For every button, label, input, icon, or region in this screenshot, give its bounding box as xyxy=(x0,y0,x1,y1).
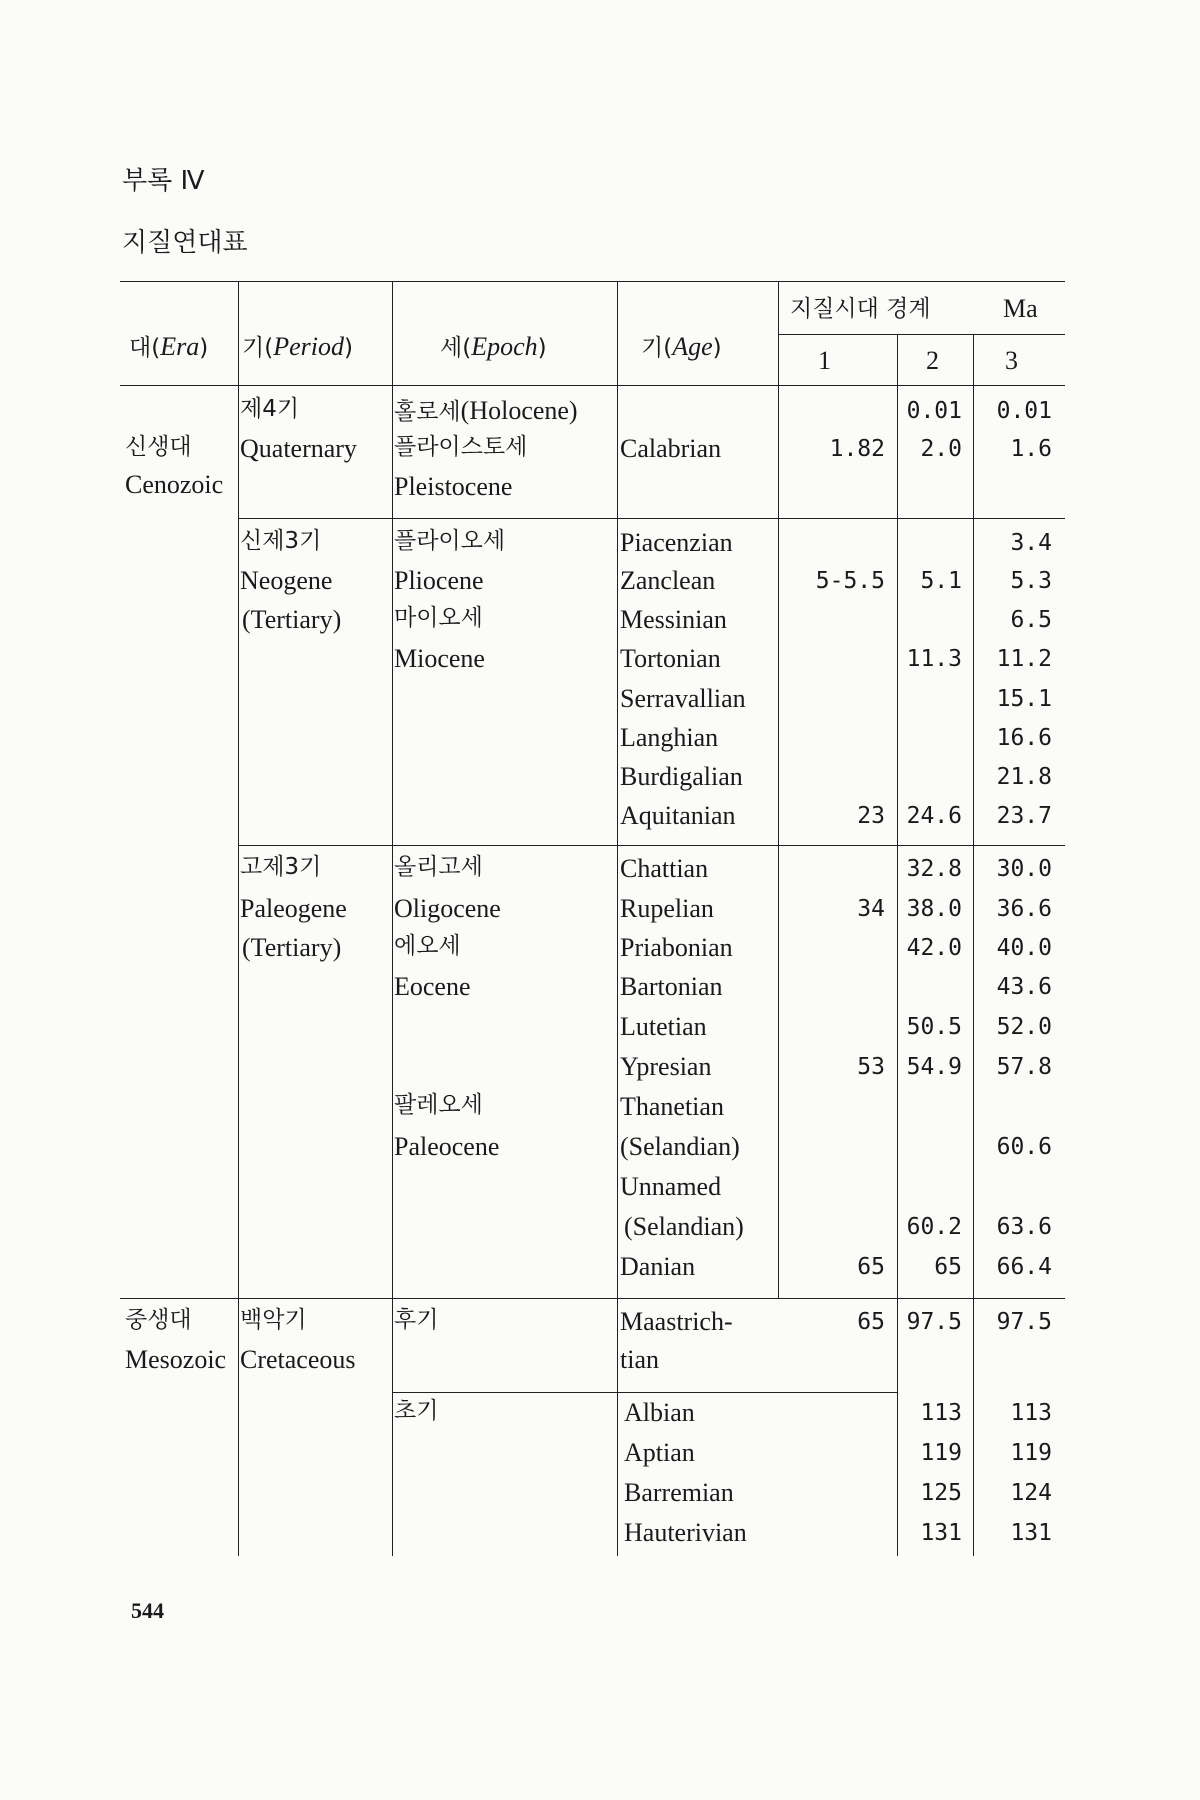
period-neogene-en: Neogene xyxy=(240,566,333,595)
period-quaternary-en: Quaternary xyxy=(240,434,357,463)
boundary-value-2: 97.5 xyxy=(906,1309,962,1335)
epoch-paleocene-ko: 팔레오세 xyxy=(394,1092,483,1118)
boundary-value-3: 66.4 xyxy=(996,1254,1052,1280)
source-2-header: 2 xyxy=(926,346,939,375)
era-mesozoic-en: Mesozoic xyxy=(125,1345,227,1374)
boundary-value-2: 131 xyxy=(920,1520,962,1546)
age-name: Albian xyxy=(624,1398,695,1427)
period-neogene-ko: 신제3기 xyxy=(240,528,322,554)
boundary-value-2: 32.8 xyxy=(906,856,962,882)
age-name: Lutetian xyxy=(620,1012,707,1041)
epoch-pliocene-en: Pliocene xyxy=(394,566,484,595)
era-cenozoic-en: Cenozoic xyxy=(125,470,224,499)
boundary-header: 지질시대 경계 xyxy=(790,296,931,322)
age-name: Priabonian xyxy=(620,933,733,962)
header-bottom-rule xyxy=(120,385,1065,386)
age-name: Chattian xyxy=(620,854,709,883)
period-column-divider xyxy=(392,281,393,1556)
boundary-value-2: 2.0 xyxy=(920,436,962,462)
boundary-value-1: 65 xyxy=(857,1309,885,1335)
boundary-value-2: 125 xyxy=(920,1480,962,1506)
age-column-divider xyxy=(778,281,779,1298)
source-3-header: 3 xyxy=(1005,346,1018,375)
period-paleogene-en: Paleogene xyxy=(240,894,347,923)
age-name: Bartonian xyxy=(620,972,723,1001)
age-name: Ypresian xyxy=(620,1052,712,1081)
epoch-oligocene-en: Oligocene xyxy=(394,894,501,923)
boundary-value-3: 57.8 xyxy=(996,1054,1052,1080)
boundary-value-3: 3.4 xyxy=(1010,530,1052,556)
boundary-value-2: 119 xyxy=(920,1440,962,1466)
boundary-value-1: 34 xyxy=(857,896,885,922)
boundary-value-3: 21.8 xyxy=(996,764,1052,790)
boundary-value-2: 113 xyxy=(920,1400,962,1426)
epoch-miocene-en: Miocene xyxy=(394,644,485,673)
boundary-value-2: 0.01 xyxy=(906,398,962,424)
boundary-value-3: 1.6 xyxy=(1010,436,1052,462)
boundary-value-3: 43.6 xyxy=(996,974,1052,1000)
epoch-miocene-ko: 마이오세 xyxy=(394,605,483,631)
boundary-value-3: 6.5 xyxy=(1010,607,1052,633)
period-neogene-sub: (Tertiary) xyxy=(242,605,342,634)
epoch-early-cretaceous: 초기 xyxy=(394,1398,439,1424)
boundary-value-1: 1.82 xyxy=(829,436,885,462)
age-name: Danian xyxy=(620,1252,696,1281)
ma-header: Ma xyxy=(1003,294,1038,323)
boundary-value-3: 52.0 xyxy=(996,1014,1052,1040)
boundary-value-3: 11.2 xyxy=(996,646,1052,672)
epoch-oligocene-ko: 올리고세 xyxy=(394,854,483,880)
boundary-value-3: 113 xyxy=(1010,1400,1052,1426)
period-paleogene-sub: (Tertiary) xyxy=(242,933,342,962)
boundary-value-3: 36.6 xyxy=(996,896,1052,922)
boundary-value-3: 124 xyxy=(1010,1480,1052,1506)
epoch-holocene: 홀로세(Holocene) xyxy=(394,396,578,425)
age-name: Barremian xyxy=(624,1478,734,1507)
boundary-value-1: 5-5.5 xyxy=(815,568,885,594)
source-1-header: 1 xyxy=(818,346,831,375)
boundary-value-3: 131 xyxy=(1010,1520,1052,1546)
boundary-value-2: 24.6 xyxy=(906,803,962,829)
age-name: (Selandian) xyxy=(620,1132,740,1161)
age-name: Tortonian xyxy=(620,644,721,673)
boundary-value-3: 40.0 xyxy=(996,935,1052,961)
period-quaternary-ko: 제4기 xyxy=(240,396,300,422)
boundary-value-3: 119 xyxy=(1010,1440,1052,1466)
era-cenozoic-ko: 신생대 xyxy=(125,434,192,460)
quaternary-bottom-rule xyxy=(238,518,1065,519)
age-name: Thanetian xyxy=(620,1092,724,1121)
period-header: 기(Period) xyxy=(242,332,353,361)
epoch-pleistocene-en: Pleistocene xyxy=(394,472,513,501)
boundary-value-3: 16.6 xyxy=(996,725,1052,751)
epoch-late-cretaceous: 후기 xyxy=(394,1307,439,1333)
boundary-subheader-rule xyxy=(778,334,1065,335)
boundary-value-2: 11.3 xyxy=(906,646,962,672)
boundary-value-1: 23 xyxy=(857,803,885,829)
page-number: 544 xyxy=(131,1598,164,1623)
boundary-value-3: 60.6 xyxy=(996,1134,1052,1160)
boundary-value-1: 65 xyxy=(857,1254,885,1280)
boundary-value-3: 23.7 xyxy=(996,803,1052,829)
age-name: Serravallian xyxy=(620,684,746,713)
epoch-eocene-en: Eocene xyxy=(394,972,471,1001)
age-name: Maastrich- xyxy=(620,1307,733,1336)
era-column-divider xyxy=(238,281,239,1556)
era-header: 대(Era) xyxy=(129,332,209,361)
boundary-value-3: 63.6 xyxy=(996,1214,1052,1240)
table-top-rule xyxy=(120,281,1065,282)
age-name: Burdigalian xyxy=(620,762,743,791)
age-name: tian xyxy=(620,1345,659,1374)
period-cretaceous-ko: 백악기 xyxy=(240,1307,307,1333)
age-name: Langhian xyxy=(620,723,719,752)
ma-col1-divider xyxy=(897,334,898,1556)
age-name: Aquitanian xyxy=(620,801,736,830)
boundary-value-2: 50.5 xyxy=(906,1014,962,1040)
age-name: Aptian xyxy=(624,1438,695,1467)
epoch-paleocene-en: Paleocene xyxy=(394,1132,500,1161)
age-name: Hauterivian xyxy=(624,1518,747,1547)
epoch-column-divider xyxy=(617,281,618,1556)
period-cretaceous-en: Cretaceous xyxy=(240,1345,356,1374)
neogene-bottom-rule xyxy=(238,845,1065,846)
boundary-value-3: 0.01 xyxy=(996,398,1052,424)
boundary-value-2: 54.9 xyxy=(906,1054,962,1080)
boundary-value-3: 97.5 xyxy=(996,1309,1052,1335)
boundary-value-1: 53 xyxy=(857,1054,885,1080)
epoch-eocene-ko: 에오세 xyxy=(394,933,461,959)
epoch-pleistocene-ko: 플라이스토세 xyxy=(394,434,528,460)
boundary-value-3: 15.1 xyxy=(996,686,1052,712)
age-name: Zanclean xyxy=(620,566,716,595)
age-name: (Selandian) xyxy=(624,1212,744,1241)
period-paleogene-ko: 고제3기 xyxy=(240,854,322,880)
boundary-value-2: 60.2 xyxy=(906,1214,962,1240)
era-mesozoic-ko: 중생대 xyxy=(125,1307,192,1333)
ma-col2-divider xyxy=(973,334,974,1556)
age-name: Rupelian xyxy=(620,894,714,923)
age-header: 기(Age) xyxy=(641,332,722,361)
boundary-value-2: 65 xyxy=(934,1254,962,1280)
boundary-value-3: 30.0 xyxy=(996,856,1052,882)
age-name: Piacenzian xyxy=(620,528,733,557)
page-title: 지질연대표 xyxy=(122,228,248,258)
appendix-label: 부록 Ⅳ xyxy=(122,166,205,196)
late-cretaceous-bottom-rule xyxy=(392,1392,897,1393)
age-name: Calabrian xyxy=(620,434,722,463)
boundary-value-2: 5.1 xyxy=(920,568,962,594)
age-name: Messinian xyxy=(620,605,727,634)
age-name: Unnamed xyxy=(620,1172,722,1201)
epoch-header: 세(Epoch) xyxy=(440,332,547,361)
epoch-pliocene-ko: 플라이오세 xyxy=(394,528,506,554)
boundary-value-2: 38.0 xyxy=(906,896,962,922)
boundary-value-2: 42.0 xyxy=(906,935,962,961)
boundary-value-3: 5.3 xyxy=(1010,568,1052,594)
cenozoic-bottom-rule xyxy=(120,1298,1065,1299)
